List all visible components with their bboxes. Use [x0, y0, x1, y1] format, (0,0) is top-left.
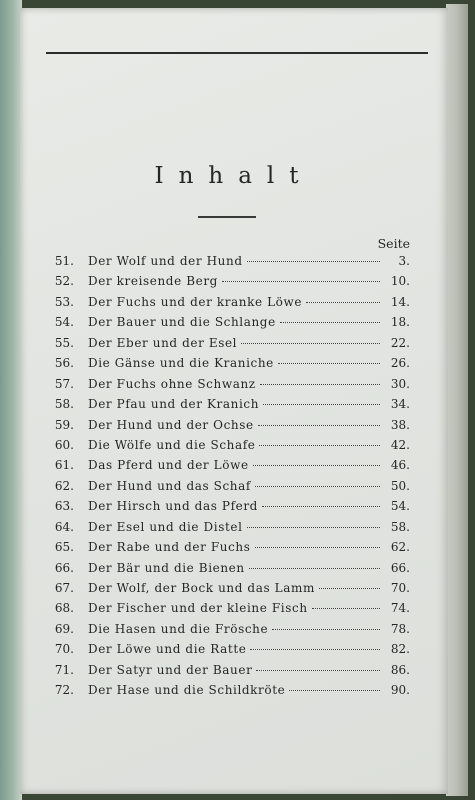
entry-number: 67. [54, 581, 74, 595]
toc-entry [42, 520, 410, 540]
toc-entry [42, 438, 410, 458]
toc-entry [42, 499, 410, 519]
entry-page-number: 66. [390, 560, 410, 575]
table-of-contents [42, 254, 410, 704]
toc-entry [42, 561, 410, 581]
dot-leader [250, 649, 380, 650]
entry-number: 62. [54, 478, 74, 493]
entry-title: Der Wolf und der Hund [88, 254, 243, 268]
entry-page-number: 62. [390, 540, 410, 555]
entry-page-number: 26. [390, 356, 410, 371]
toc-entry [42, 336, 410, 356]
toc-entry [42, 377, 410, 397]
dot-leader [289, 690, 380, 691]
entry-page-number: 34. [390, 397, 410, 412]
dot-leader [255, 547, 381, 548]
entry-page-number: 70. [390, 581, 410, 595]
toc-entry [42, 458, 410, 478]
title-rule [198, 216, 256, 218]
entry-page-number: 42. [390, 437, 410, 452]
entry-number: 51. [54, 254, 74, 268]
entry-title: Der Esel und die Distel [88, 519, 243, 534]
entry-title: Der Bauer und die Schlange [88, 315, 276, 330]
entry-title: Der Bär und die Bienen [88, 560, 245, 575]
book-cover-edge [0, 0, 22, 800]
entry-title: Der Wolf, der Bock und das Lamm [88, 581, 315, 595]
book-page [20, 8, 448, 794]
entry-number: 58. [54, 397, 74, 412]
entry-title: Der Rabe und der Fuchs [88, 540, 251, 555]
entry-page-number: 30. [390, 376, 410, 391]
toc-entry [42, 622, 410, 642]
entry-title: Die Hasen und die Frösche [88, 621, 269, 636]
entry-number: 66. [54, 560, 74, 575]
entry-title: Der Fuchs ohne Schwanz [88, 376, 256, 391]
entry-title: Der Eber und der Esel [88, 335, 238, 350]
entry-page-number: 58. [390, 519, 410, 534]
entry-page-number: 50. [390, 478, 410, 493]
dot-leader [253, 465, 380, 466]
page-title: Inhalt [154, 163, 314, 189]
entry-title: Der Löwe und die Ratte [88, 642, 247, 657]
entry-number: 59. [54, 417, 74, 432]
entry-title: Der Hund und das Schaf [88, 478, 251, 493]
entry-number: 64. [54, 519, 74, 534]
toc-entry [42, 581, 410, 601]
toc-entry [42, 479, 410, 499]
entry-page-number: 74. [390, 601, 410, 616]
entry-page-number: 46. [390, 458, 410, 473]
dot-leader [278, 363, 380, 364]
entry-page-number: 38. [390, 417, 410, 432]
dot-leader [263, 404, 380, 405]
dot-leader [280, 322, 380, 323]
entry-title: Die Gänse und die Kraniche [88, 356, 274, 371]
entry-title: Das Pferd und der Löwe [88, 458, 249, 473]
entry-number: 53. [54, 294, 74, 309]
toc-entry [42, 683, 410, 703]
entry-page-number: 90. [390, 683, 410, 698]
toc-entry [42, 663, 410, 683]
page-column-header: Seite [377, 236, 410, 251]
toc-entry [42, 540, 410, 560]
dot-leader [256, 670, 380, 671]
toc-entry [42, 397, 410, 417]
dot-leader [258, 425, 380, 426]
toc-entry [42, 274, 410, 294]
entry-title: Der kreisende Berg [88, 274, 218, 289]
dot-leader [255, 486, 380, 487]
page-stack-edge [446, 4, 468, 796]
dot-leader [247, 261, 380, 262]
entry-page-number: 14. [390, 294, 410, 309]
toc-entry [42, 295, 410, 315]
entry-page-number: 82. [390, 642, 410, 657]
dot-leader [222, 281, 380, 282]
entry-number: 54. [54, 315, 74, 330]
dot-leader [247, 527, 380, 528]
dot-leader [306, 302, 380, 303]
entry-number: 68. [54, 601, 74, 616]
entry-page-number: 54. [390, 499, 410, 514]
entry-title: Die Wölfe und die Schafe [88, 437, 256, 452]
dot-leader [319, 588, 380, 589]
entry-number: 63. [54, 499, 74, 514]
entry-title: Der Hund und der Ochse [88, 417, 254, 432]
entry-title: Der Hirsch und das Pferd [88, 499, 258, 514]
entry-number: 52. [54, 274, 74, 289]
top-rule [46, 52, 428, 54]
dot-leader [312, 608, 380, 609]
entry-title: Der Hase und die Schildkröte [88, 683, 286, 698]
entry-number: 70. [54, 642, 74, 657]
toc-entry [42, 418, 410, 438]
entry-number: 60. [54, 437, 74, 452]
entry-title: Der Fuchs und der kranke Löwe [88, 294, 303, 309]
entry-number: 57. [54, 376, 74, 391]
entry-title: Der Satyr und der Bauer [88, 662, 253, 677]
entry-number: 69. [54, 621, 74, 636]
entry-page-number: 18. [390, 315, 410, 330]
dot-leader [260, 384, 380, 385]
dot-leader [241, 343, 380, 344]
toc-entry [42, 642, 410, 662]
toc-entry [42, 356, 410, 376]
entry-number: 71. [54, 662, 74, 677]
toc-entry [42, 315, 410, 335]
entry-page-number: 10. [390, 274, 410, 289]
entry-page-number: 3. [398, 254, 410, 268]
dot-leader [249, 568, 380, 569]
entry-title: Der Fischer und der kleine Fisch [88, 601, 308, 616]
toc-entry [42, 601, 410, 621]
dot-leader [272, 629, 380, 630]
entry-number: 55. [54, 335, 74, 350]
entry-number: 56. [54, 356, 74, 371]
dot-leader [262, 506, 380, 507]
entry-title: Der Pfau und der Kranich [88, 397, 260, 412]
entry-number: 61. [54, 458, 74, 473]
entry-page-number: 86. [390, 662, 410, 677]
dot-leader [259, 445, 380, 446]
entry-number: 65. [54, 540, 74, 555]
toc-entry [42, 254, 410, 274]
entry-number: 72. [54, 683, 74, 698]
entry-page-number: 78. [390, 621, 410, 636]
entry-page-number: 22. [390, 335, 410, 350]
